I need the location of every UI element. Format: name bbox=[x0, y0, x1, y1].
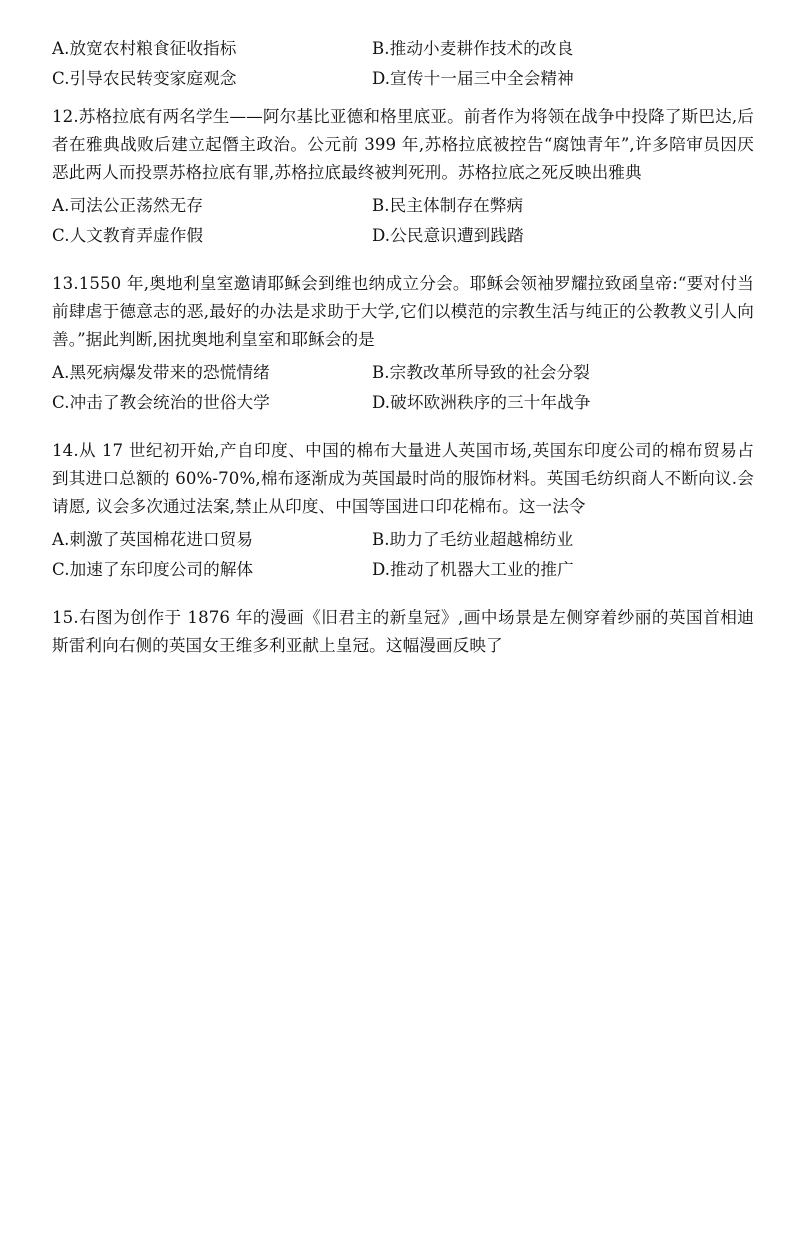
option-list bbox=[52, 34, 754, 94]
question-stem: 15.右图为创作于 1876 年的漫画《旧君主的新皇冠》,画中场景是左侧穿着纱丽的英国首相迪斯雷利向右侧的英国女王维多利亚献上皇冠。这幅漫画反映了 bbox=[52, 608, 754, 656]
option-list bbox=[52, 191, 754, 251]
question-block-q11-options bbox=[52, 34, 754, 94]
option-row bbox=[52, 525, 754, 555]
option-row bbox=[52, 34, 754, 64]
option-a: A.司法公正荡然无存 bbox=[52, 196, 204, 215]
option-row bbox=[52, 64, 754, 94]
option-d: D.公民意识遭到践踏 bbox=[372, 226, 524, 246]
question-block-q14 bbox=[52, 437, 754, 585]
option-d: D.宣传十一届三中全会精神 bbox=[372, 69, 574, 89]
option-d: D.推动了机器大工业的推广 bbox=[372, 560, 574, 580]
figure-placeholder-area bbox=[52, 673, 754, 973]
option-row bbox=[52, 388, 754, 418]
option-a: A.黑死病爆发带来的恐慌情绪 bbox=[52, 363, 270, 382]
option-b: B.助力了毛纺业超越棉纺业 bbox=[372, 530, 574, 549]
option-a: A.放宽农村粮食征收指标 bbox=[52, 39, 237, 58]
option-list bbox=[52, 525, 754, 585]
question-stem: 13.1550 年,奥地利皇室邀请耶稣会到维也纳成立分会。耶稣会领袖罗耀拉致函皇帝:“要对付当前肆虐于德意志的恶,最好的办法是求助于大学,它们以模范的宗教生活与纯正的公教教义引人向善。”据此判断,困扰奥地利皇室和耶稣会的是 bbox=[52, 274, 754, 350]
option-b: B.推动小麦耕作技术的改良 bbox=[372, 39, 574, 58]
question-stem: 14.从 17 世纪初开始,产自印度、中国的棉布大量进人英国市场,英国东印度公司的棉布贸易占到其进口总额的 60%-70%,棉布逐渐成为英国最时尚的服饰材料。英国毛纺织商人不断向议.会请愿, 议会多次通过法案,禁止从印度、中国等国进口印花棉布。这一法令 bbox=[52, 441, 754, 517]
question-block-q13 bbox=[52, 270, 754, 418]
option-b: B.宗教改革所导致的社会分裂 bbox=[372, 363, 590, 382]
option-a: A.刺激了英国棉花进口贸易 bbox=[52, 530, 254, 549]
option-c: C.加速了东印度公司的解体 bbox=[52, 560, 254, 580]
option-c: C.冲击了教会统治的世俗大学 bbox=[52, 393, 270, 413]
question-stem: 12.苏格拉底有两名学生——阿尔基比亚德和格里底亚。前者作为将领在战争中投降了斯巴达,后者在雅典战败后建立起僭主政治。公元前 399 年,苏格拉底被控告“腐蚀青年”,许多陪审员因厌恶此两人而投票苏格拉底有罪,苏格拉底最终被判死刑。苏格拉底之死反映出雅典 bbox=[52, 107, 754, 183]
option-c: C.引导农民转变家庭观念 bbox=[52, 69, 237, 89]
option-row bbox=[52, 221, 754, 251]
question-block-q12 bbox=[52, 103, 754, 251]
option-row bbox=[52, 191, 754, 221]
option-c: C.人文教育弄虚作假 bbox=[52, 226, 204, 246]
question-block-q15 bbox=[52, 604, 754, 660]
option-list bbox=[52, 358, 754, 418]
option-b: B.民主体制存在弊病 bbox=[372, 196, 524, 215]
option-row bbox=[52, 358, 754, 388]
option-row bbox=[52, 555, 754, 585]
option-d: D.破坏欧洲秩序的三十年战争 bbox=[372, 393, 591, 413]
